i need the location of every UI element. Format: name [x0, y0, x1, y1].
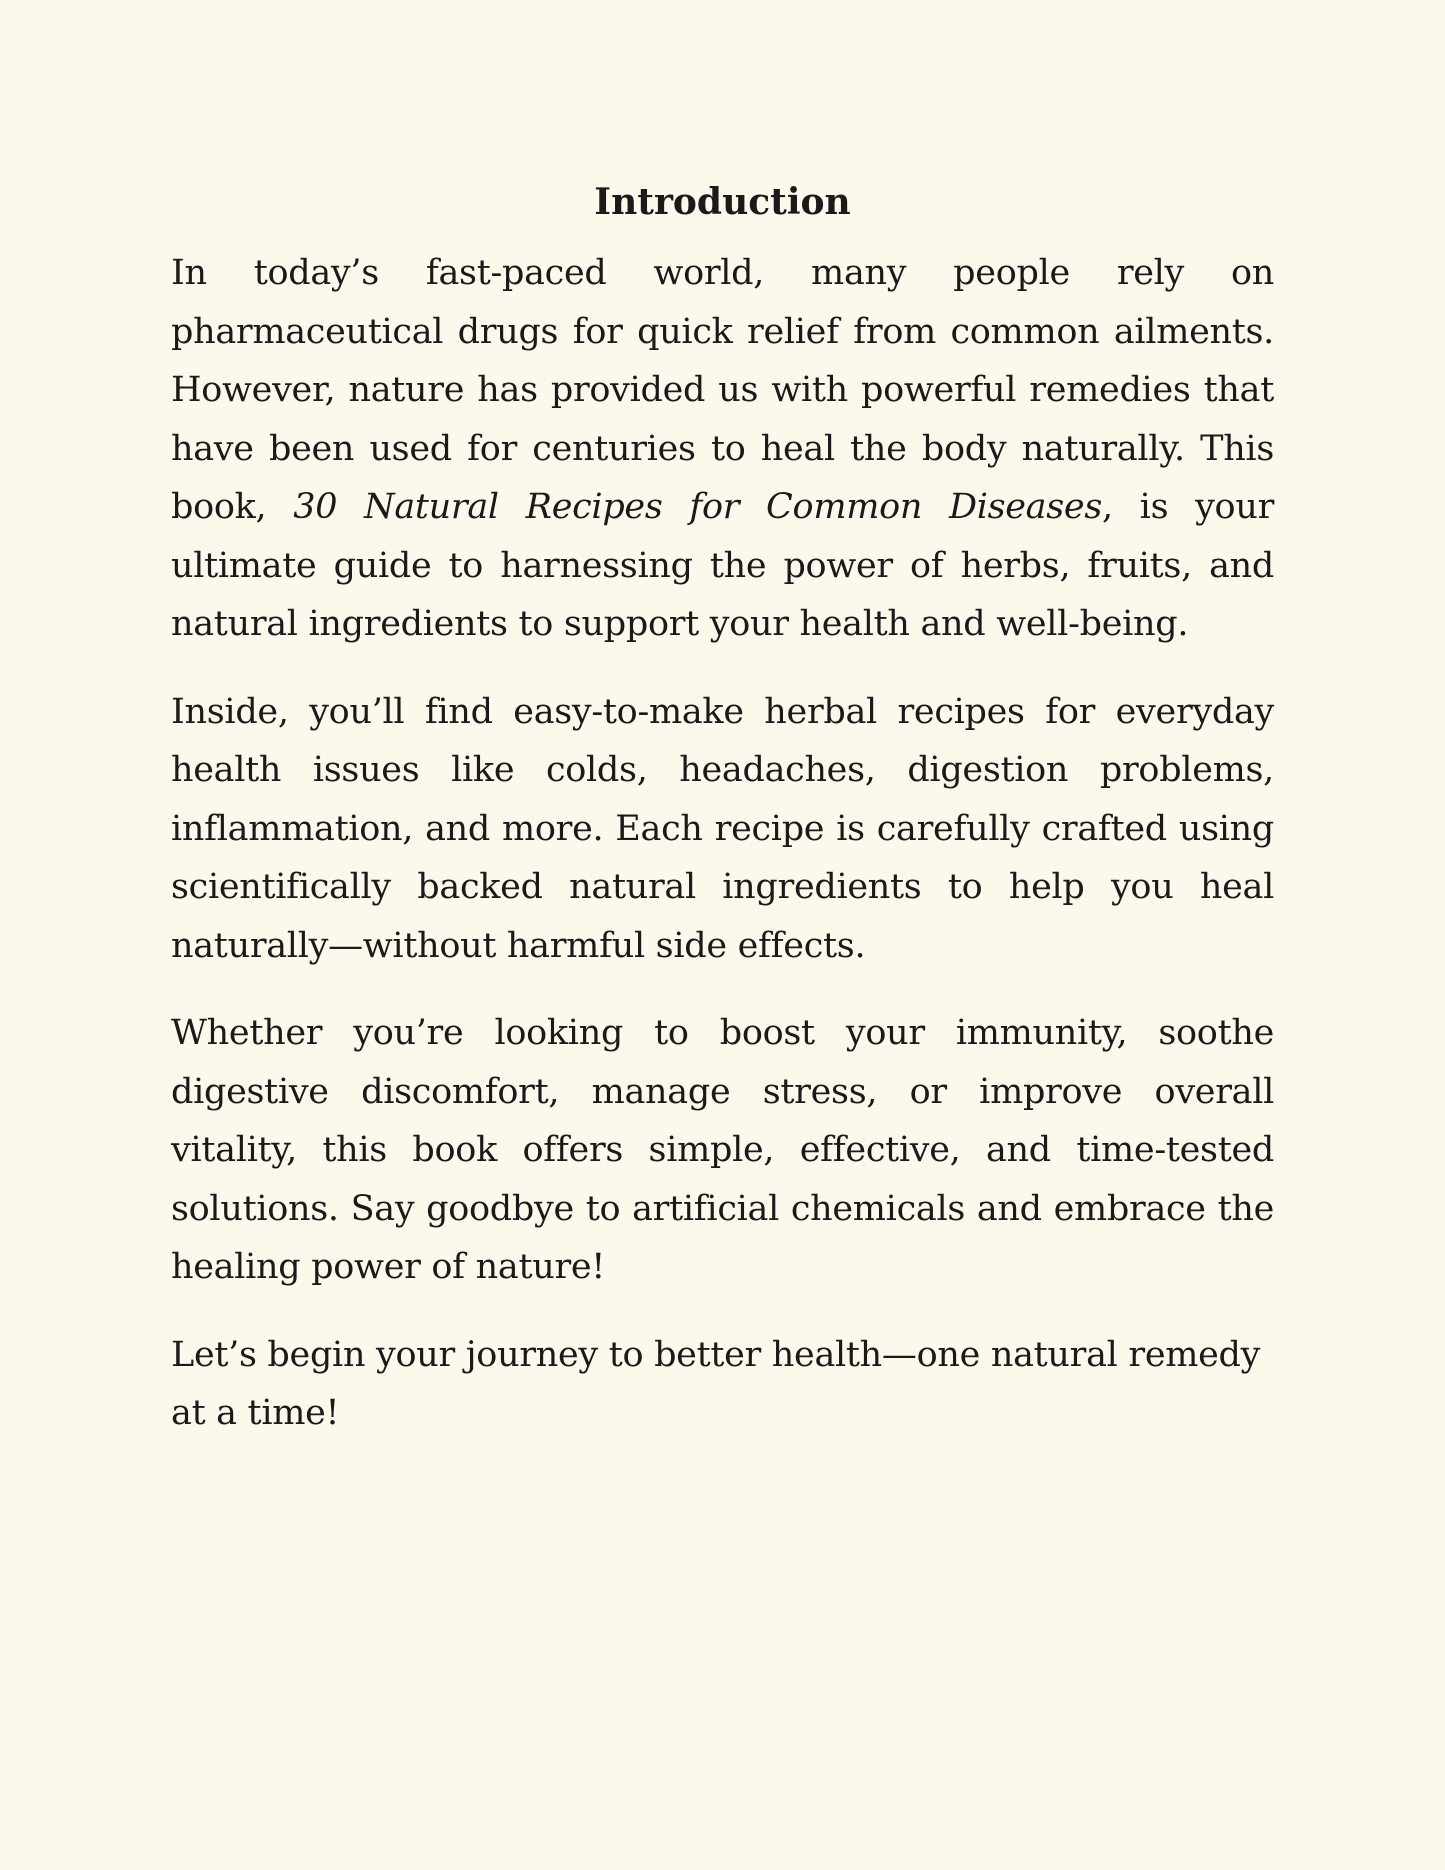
paragraph-text: In today’s fast-paced world, many people rely on pharmaceutical drugs for quick relief from common ailments. However, nature has provided us with powerful remedies that have been used for centuries to heal the body naturally. This book, [171, 253, 1274, 527]
intro-paragraph-3: Whether you’re looking to boost your immunity, soothe digestive discomfort, manage stress, or improve overall vitality, this book offers simple, effective, and time-tested solutions. Say goodbye to artificial chemicals and embrace the healing power of nature! [171, 1013, 1274, 1287]
paragraph-text: , is your ultimate guide to harnessing the power of herbs, fruits, and natural ingredients to support your health and well-being. [171, 487, 1274, 644]
intro-paragraph-4: Let’s begin your journey to better health—one natural remedy at a time! [171, 1334, 1261, 1433]
page-title: Introduction [594, 181, 851, 223]
book-title: 30 Natural Recipes for Common Diseases [293, 487, 1102, 527]
document-page [171, 172, 1274, 1472]
intro-paragraph-1 [171, 244, 1274, 654]
intro-paragraph-2: Inside, you’ll find easy-to-make herbal recipes for everyday health issues like colds, headaches, digestion problems, inflammation, and more. Each recipe is carefully crafted using scientifically backed natural ingredients to help you heal naturally—without harmful side effects. [171, 691, 1274, 966]
